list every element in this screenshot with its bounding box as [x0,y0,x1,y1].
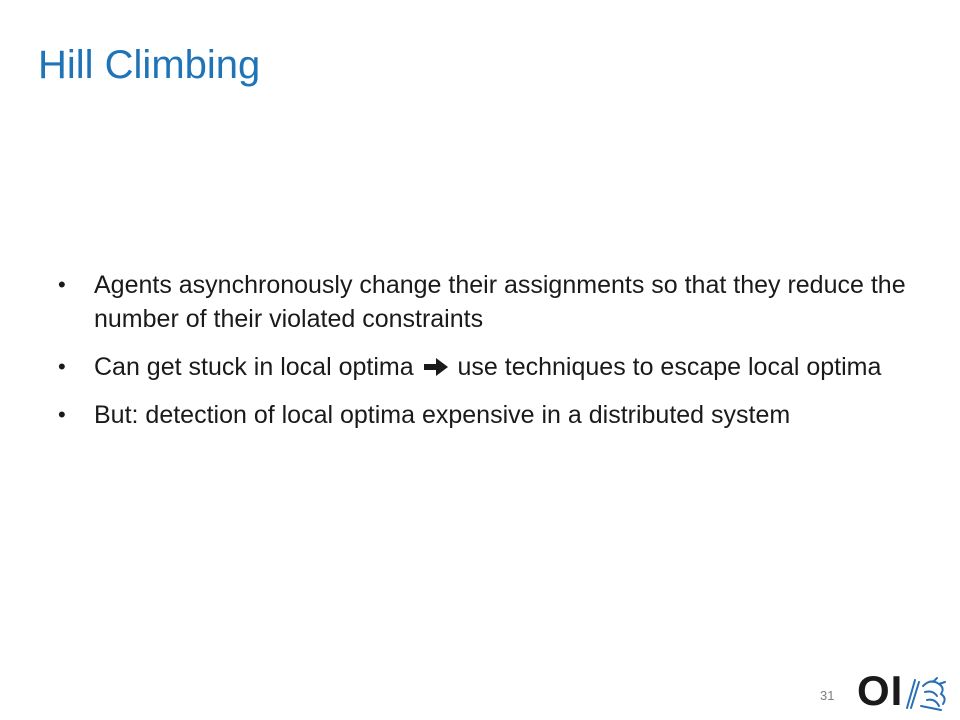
bullet-text: But: detection of local optima expensive in a distributed system [94,401,791,429]
oi-logo: OI [857,667,904,714]
right-arrow-icon [423,357,449,377]
bullet-text-before: Can get stuck in local optima [94,353,414,381]
bullet-dot: • [58,354,66,379]
bullet-list [56,268,916,446]
bullet-item [56,398,916,432]
bullet-item [56,350,916,384]
bullet-item [56,268,916,336]
bullet-text: Agents asynchronously change their assignments so that they reduce the number of their violated constraints [94,271,906,333]
page-number: 31 [820,688,835,703]
bullet-dot: • [58,402,66,427]
lion-logo-icon [903,676,951,712]
bullet-text-after: use techniques to escape local optima [457,353,882,381]
bullet-dot: • [58,272,66,297]
slide-title: Hill Climbing [38,43,261,87]
